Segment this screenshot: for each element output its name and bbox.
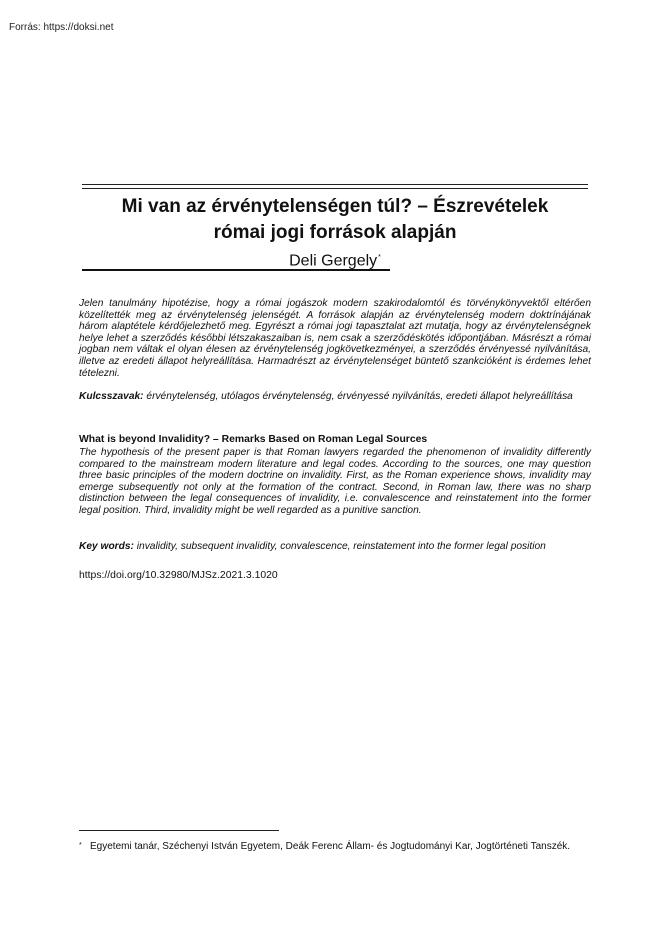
author bbox=[82, 248, 588, 271]
abstract-hungarian: Jelen tanulmány hipotézise, hogy a római jogászok modern szakirodalomtól és törvénykönyvektől eltérően közelítették meg az érvénytelenség jelenségét. A források alapján az érvénytelenség modern doktrínájának három alaptétele kérdőjelezhető meg. Egyrészt a római jogi tapasztalat azt mutatja, hogy az érvénytelenségnek helye lehet a szerződés későbbi létszakaszaiban is, nem csak a szerződéskötés időpontjában. Másrészt a római jogban nem váltak el olyan élesen az érvénytelenség jogkövetkezményei, a szerződés érvényessé nyilvánítása, illetve az eredeti állapot helyreállítása. Harmadrészt az érvénytelenséget büntető szankcióként is érdemes lehet tételezni. bbox=[79, 298, 591, 379]
title-rule-top bbox=[82, 184, 588, 185]
keywords-english-label: Key words: bbox=[79, 541, 134, 552]
author-footnote-mark: * bbox=[378, 254, 381, 261]
source-note: Forrás: https://doksi.net bbox=[9, 22, 114, 33]
article-title-line-2: római jogi források alapján bbox=[213, 222, 457, 243]
author-name: Deli Gergely bbox=[289, 252, 378, 270]
doi-link[interactable]: https://doi.org/10.32980/MJSz.2021.3.1020 bbox=[79, 570, 278, 581]
footnote-rule bbox=[79, 830, 279, 831]
keywords-hungarian-list: érvénytelenség, utólagos érvénytelenség, érvényessé nyilvánítás, eredeti állapot helyreállítása bbox=[146, 391, 573, 402]
keywords-hungarian-label: Kulcsszavak: bbox=[79, 391, 144, 402]
abstract-english: The hypothesis of the present paper is that Roman lawyers regarded the phenomenon of invalidity differently compared to the mainstream modern literature and legal codes. According to the sources, one may question three basic principles of the modern doctrine on invalidity. First, as the Roman experience shows, invalidity may emerge subsequently not only at the formation of the contract. Second, in Roman law, there was no sharp distinction between the legal consequences of invalidity, i.e. convalescence and reinstatement into the former legal position. Third, invalidity might be well regarded as a punitive sanction. bbox=[79, 447, 591, 516]
keywords-english-list: invalidity, subsequent invalidity, convalescence, reinstatement into the former legal position bbox=[136, 541, 546, 552]
english-title: What is beyond Invalidity? – Remarks Based on Roman Legal Sources bbox=[79, 434, 428, 445]
footnote-mark: * bbox=[79, 842, 82, 849]
keywords-hungarian bbox=[79, 391, 591, 403]
footnote bbox=[79, 840, 591, 853]
footnote-text: Egyetemi tanár, Széchenyi István Egyetem, Deák Ferenc Állam- és Jogtudományi Kar, Jogtörténeti Tanszék. bbox=[90, 841, 571, 852]
article-title-line-1: Mi van az érvénytelenségen túl? – Észrevételek bbox=[121, 196, 549, 217]
author-rule bbox=[82, 269, 390, 271]
article-title bbox=[82, 194, 588, 246]
title-rule-bottom bbox=[82, 188, 588, 189]
keywords-english bbox=[79, 541, 591, 553]
